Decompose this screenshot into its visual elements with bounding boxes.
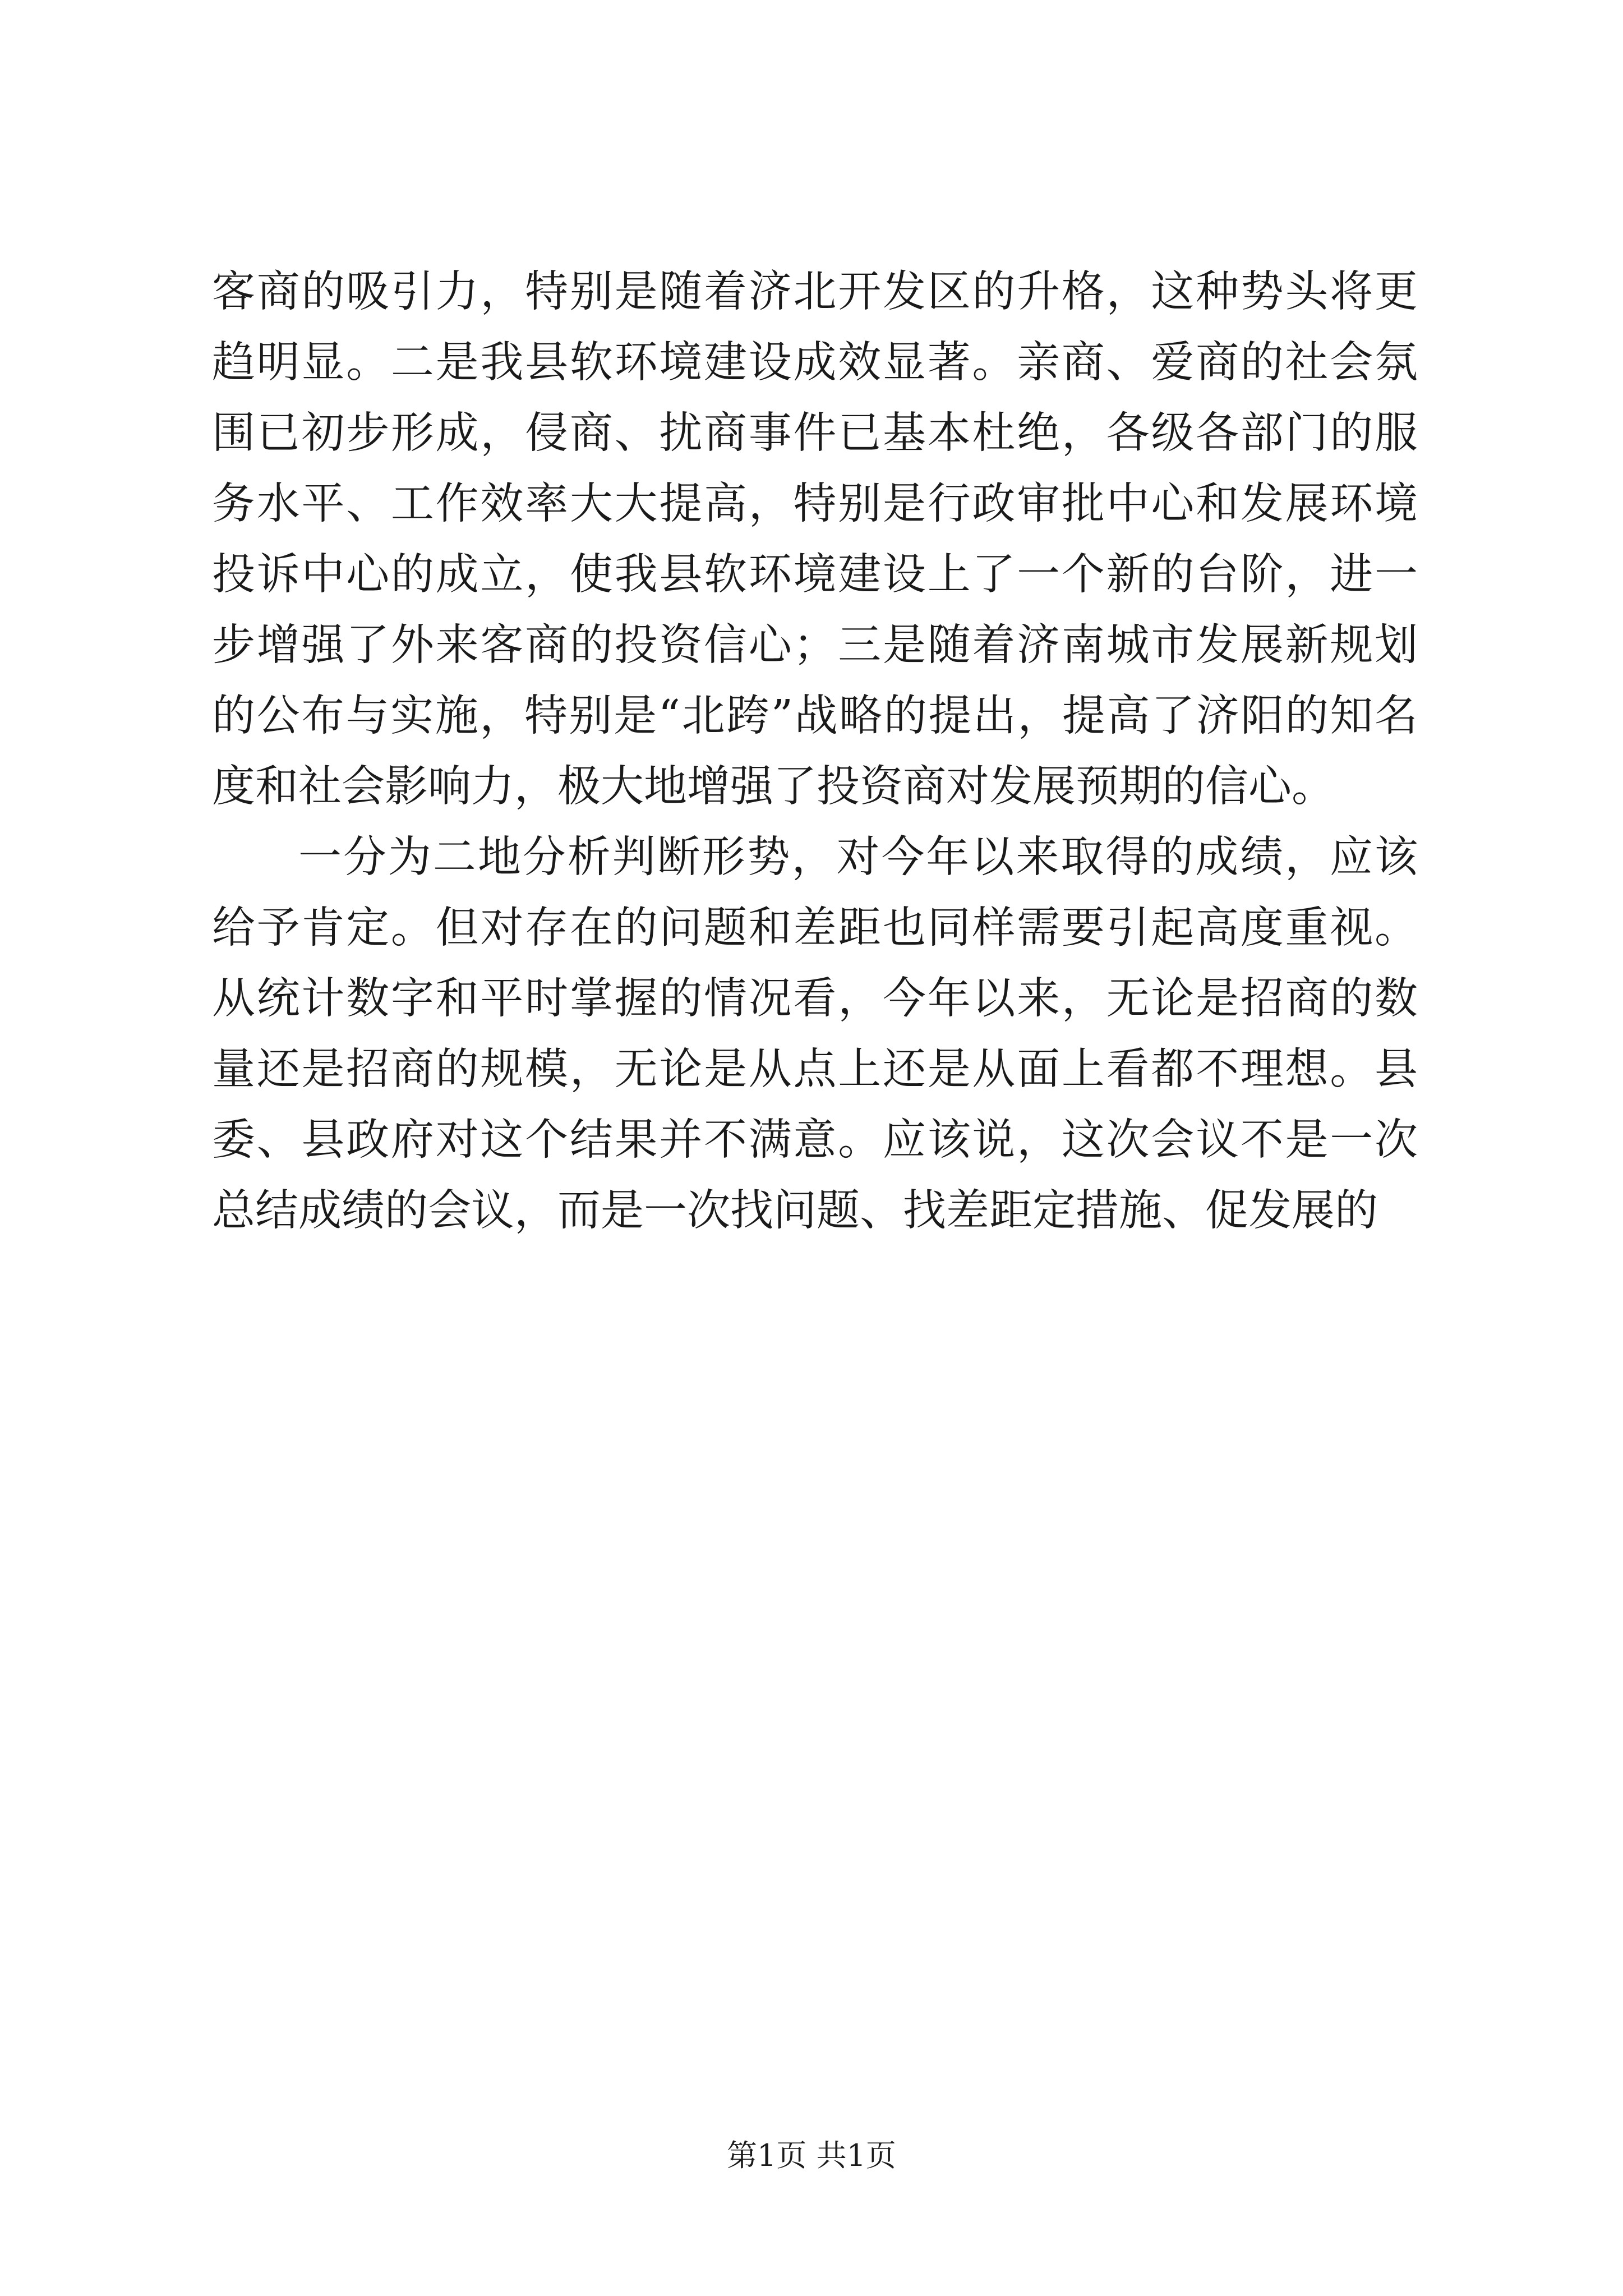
paragraph-1: 客商的吸引力，特别是随着济北开发区的升格，这种势头将更趋明显。二是我县软环境建设成效显著。亲商、爱商的社会氛围已初步形成，侵商、扰商事件已基本杜绝，各级各部门的服务水平、工作效率大大提高，特别是行政审批中心和发展环境投诉中心的成立，使我县软环境建设上了一个新的台阶，进一步增强了外来客商的投资信心；三是随着济南城市发展新规划的公布与实施，特别是“北跨”战略的提出，提高了济阳的知名度和社会影响力，极大地增强了投资商对发展预期的信心。 — [212, 267, 1418, 812]
page-footer: 第1页 共1页 — [727, 2138, 896, 2173]
paragraph-2: 一分为二地分析判断形势，对今年以来取得的成绩，应该给予肯定。但对存在的问题和差距也同样需要引起高度重视。从统计数字和平时掌握的情况看，今年以来，无论是招商的数量还是招商的规模，无论是从点上还是从面上看都不理想。县委、县政府对这个结果并不满意。应该说，这次会议不是一次总结成绩的会议，而是一次找问题、找差距定措施、促发展的 — [212, 832, 1418, 1236]
document-body — [212, 257, 1418, 1246]
